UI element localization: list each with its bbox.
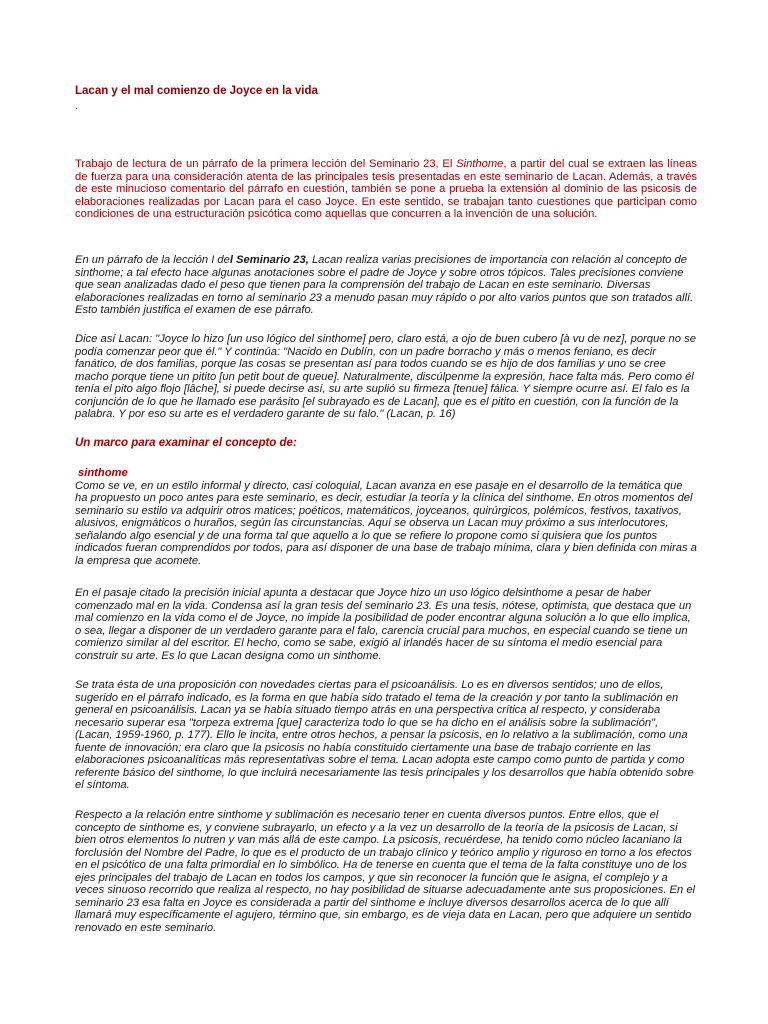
page-title: Lacan y el mal comienzo de Joyce en la vida <box>75 85 318 97</box>
p1-text-start: En un párrafo de la lección I de <box>75 254 230 266</box>
sub-heading: sinthome <box>78 467 128 479</box>
abstract-paragraph <box>75 158 697 221</box>
body-paragraph-4: En el pasaje citado la precisión inicial apunta a destacar que Joyce hizo un uso lógico delsinthome a pesar de haber comenzado mal en la vida. Condensa así la gran tesis del seminario 23. Es una tesis, nótese, optimista, que destaca que un mal comienzo en la vida como el de Joyce, no impide la posibilidad de poder encontrar alguna solución a lo que ello implica, o sea, llegar a disponer de un verdadero garante para el falo, carencia crucial para muchos, en especial cuando se tiene un comienzo similar al del escritor. El hecho, como se sabe, exigió al irlandés hacer de su síntoma el medio esencial para construir su arte. Es lo que Lacan designa como un sinthome. <box>75 587 692 662</box>
abstract-emphasis: Sinthome <box>456 158 504 170</box>
body-paragraph-2: Dice así Lacan: "Joyce lo hizo [un uso lógico del sinthome] pero, claro está, a ojo de buen cubero [à vu de nez], porque no se podía comenzar peor que él." Y continúa: "Nacido en Dublín, con un padre borracho y más o menos feniano, es decir fanático, de dos familias, porque las cosas se presentan así para todos cuando se es hijo de dos familias y uno se cree macho porque tiene un pitito [un petit bout de queue]. Naturalmente, discúlpenme la expresión, hace falta más. Pero como él tenía el pito algo flojo [lâche], si puede decirse así, su arte suplió su firmeza [tenue] fálica. Y siempre ocurre así. El falo es la conjunción de lo que he llamado ese parásito [el subrayado es de Lacan], que es el pitito en cuestión, con la función de la palabra. Y por eso su arte es el verdadero garante de su falo." (Lacan, p. 16) <box>75 333 696 420</box>
section-heading: Un marco para examinar el concepto de: <box>75 437 297 449</box>
separator-dot: . <box>75 100 79 112</box>
body-paragraph-1 <box>75 254 697 317</box>
abstract-text-end: , a partir del cual se extraen las líneas de fuerza para una consideración atenta de las principales tesis presentadas en este seminario de Lacan. Además, a través de este minucioso comentario del párrafo en cuestión, también se pone a prueba la extensión al dominio de las psicosis de elaboraciones realizadas por Lacan para el caso Joyce. En este sentido, se trabajan tanto cuestiones que participan como condiciones de una estructuración psicótica como aquellas que concurren a la invención de una solución. <box>75 158 697 220</box>
p1-bold: l Seminario 23, <box>229 254 309 266</box>
body-paragraph-6: Respecto a la relación entre sinthome y sublimación es necesario tener en cuenta diversos puntos. Entre ellos, que el concepto de sinthome es, y conviene subrayarlo, un efecto y a la vez un desarrollo de la teoría de la psicosis de Lacan, si bien otros elementos lo nutren y van más allá de este campo. La psicosis, recuérdese, ha tenido como núcleo lacaniano la forclusión del Nombre del Padre, lo que es el producto de un trabajo clínico y teórico amplio y riguroso en torno a los efectos en el psicótico de una falta primordial en lo simbólico. Ha de tenerse en cuenta que el tema de la falta constituye uno de los ejes principales del trabajo de Lacan en todos los campos, y que sin reconocer la función que le asigna, el complejo y a veces sinuoso recorrido que realiza al respecto, no hay posibilidad de situarse adecuadamente ante sus proposiciones. En el seminario 23 esa falta en Joyce es considerada a partir del sinthome e incluye diversos desarrollos acerca de lo que allí llamará muy específicamente el agujero, término que, sin embargo, es de vieja data en Lacan, pero que adquiere un sentido renovado en este seminario. <box>75 809 696 934</box>
body-paragraph-5: Se trata ésta de una proposición con novedades ciertas para el psicoanálisis. Lo es en diversos sentidos; uno de ellos, sugerido en el párrafo indicado, es la forma en que había sido tratado el tema de la creación y por tanto la sublimación en general en psicoanálisis. Lacan ya se había situado tiempo atrás en una perspectiva crítica al respecto, y consideraba necesario superar esa "torpeza extrema [que] caracteriza todo lo que se ha dicho en el análisis sobre la sublimación", (Lacan, 1959-1960, p. 177). Ello le incita, entre otros hechos, a pensar la psicosis, en lo relativo a la sublimación, como una fuente de innovación; era claro que la psicosis no había constituido ciertamente una base de trabajo corriente en las elaboraciones psicoanalíticas más representativas sobre el tema. Lacan adopta este campo como punto de partida y como referente básico del sinthome, lo que incluirá necesariamente las tesis principales y los desarrollos que había obtenido sobre el síntoma. <box>75 679 694 791</box>
p3-text: Como se ve, en un estilo informal y directo, casi coloquial, Lacan avanza en ese pasaje en el desarrollo de la temática que ha propuesto un poco antes para este seminario, es decir, estudiar la teoría y la clínica del sinthome. En otros momentos del seminario su estilo va adquirir otros matices; poéticos, matemáticos, joyceanos, quirúrgicos, polémicos, festivos, taxativos, alusivos, enigmáticos o huraños, según las circunstancias. Aquí se observa un Lacan muy próximo a sus interlocutores, señalando algo esencial y de una forma tal que aquello a lo que se refiere lo propone como si quisiera que los puntos indicados fueran comprendidos por todos, para así disponer de una base de trabajo mínima, clara y bien definida con miras a la empresa que acomete. <box>75 479 697 567</box>
body-paragraph-3 <box>75 467 697 567</box>
p1-text-end: Lacan realiza varias precisiones de importancia con relación al concepto de sinthome; a tal efecto hace algunas anotaciones sobre el padre de Joyce y sobre otros tópicos. Tales precisiones conviene que sean analizadas dado el peso que tienen para la comprensión del trabajo de Lacan en este seminario. Diversas elaboraciones realizadas en torno al seminario 23 a menudo pasan muy rápido o por alto varios puntos que son tratados allí. Esto también justifica el examen de ese párrafo. <box>75 254 694 316</box>
abstract-text-start: Trabajo de lectura de un párrafo de la primera lección del Seminario 23, El <box>75 158 457 170</box>
